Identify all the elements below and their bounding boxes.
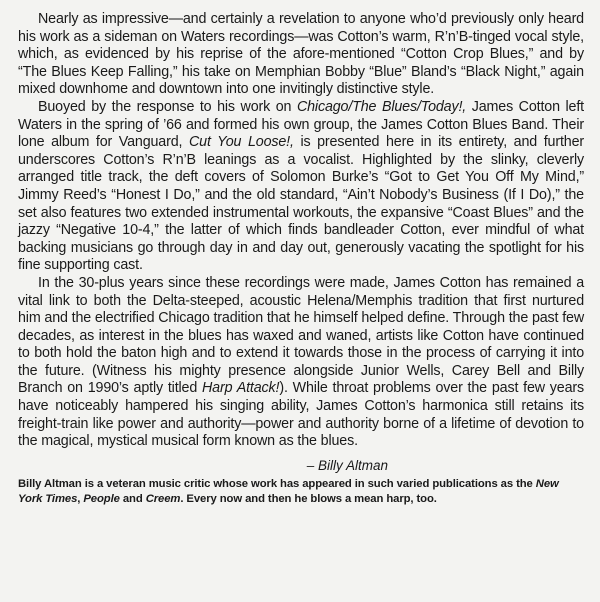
text-run: Billy Altman is a veteran music critic whose work has appeared in such varied publications as the: [18, 477, 536, 490]
italic-title-text: People: [83, 492, 120, 505]
text-run: and: [119, 492, 146, 505]
paragraph-3: [18, 275, 584, 451]
text-run: . Every now and then he blows a mean harp, too.: [180, 492, 437, 505]
text-run: In the 30-plus years since these recordings were made, James Cotton has remained a vital link to both the Delta-steeped, acoustic Helena/Memphis tradition that first nurtured him and the electrified Chicago tradition that he himself helped define. Through the past few decades, as interest in the blues has waxed and waned, artists like Cotton have continued to both hold the baton high and to extend it towards those in the process of carrying it into the future. (Witness his mighty presence alongside Junior Wells, Carey Bell and Billy Branch on 1990’s aptly titled: [18, 274, 584, 397]
text-run: Nearly as impressive—and certainly a revelation to anyone who’d previously only heard his work as a sideman on Waters recordings—was Cotton’s warm, R’n’B-tinged vocal style, which, as evidenced by his reprise of the afore-mentioned “Cotton Crop Blues,” and by “The Blues Keep Falling,” his take on Memphian Bobby “Blue” Bland’s “Black Night,” again mixed downhome and downtown into one invitingly distinctive style.: [18, 11, 584, 98]
paragraph-2: [18, 99, 584, 275]
italic-title-text: Chicago/The Blues/Today!,: [296, 98, 467, 115]
author-bio: [18, 477, 584, 507]
text-run: James Cotton left Waters in the spring of ’66 and formed his own group, the James Cotton Blues Band. Their lone album for Vanguard,: [18, 98, 584, 151]
author-signature: – Billy Altman: [306, 457, 388, 473]
italic-title-text: Cut You Loose!,: [188, 134, 294, 151]
italic-title-text: New York Times: [18, 477, 559, 505]
italic-title-text: Creem: [145, 492, 181, 505]
paragraph-1: [18, 11, 584, 99]
text-run: ,: [77, 492, 84, 505]
text-run: ). While throat problems over the past few years have noticeably hampered his singing ability, James Cotton’s harmonica still retains its freight-train like power and authority—power and authority borne of a lifetime of devotion to the magical, mystical musical form known as the blues.: [18, 380, 584, 450]
article-body: [18, 11, 584, 451]
text-run: is presented here in its entirety, and further underscores Cotton’s R’n’B leanings as a vocalist. Highlighted by the slinky, cleverly arranged title track, the deft covers of Solomon Burke’s “Got to Get You Off My Mind,” Jimmy Reed’s “Honest I Do,” and the old standard, “Ain’t Nobody’s Business (If I Do),” the set also features two extended instrumental workouts, the expansive “Coast Blues” and the jazzy “Negative 10-4,” the latter of which finds bandleader Cotton, ever mindful of what backing musicians go through day in and day out, generously vacating the spotlight for his fine supporting cast.: [18, 134, 584, 274]
text-run: Buoyed by the response to his work on: [38, 98, 297, 115]
italic-title-text: Harp Attack!: [202, 380, 280, 397]
